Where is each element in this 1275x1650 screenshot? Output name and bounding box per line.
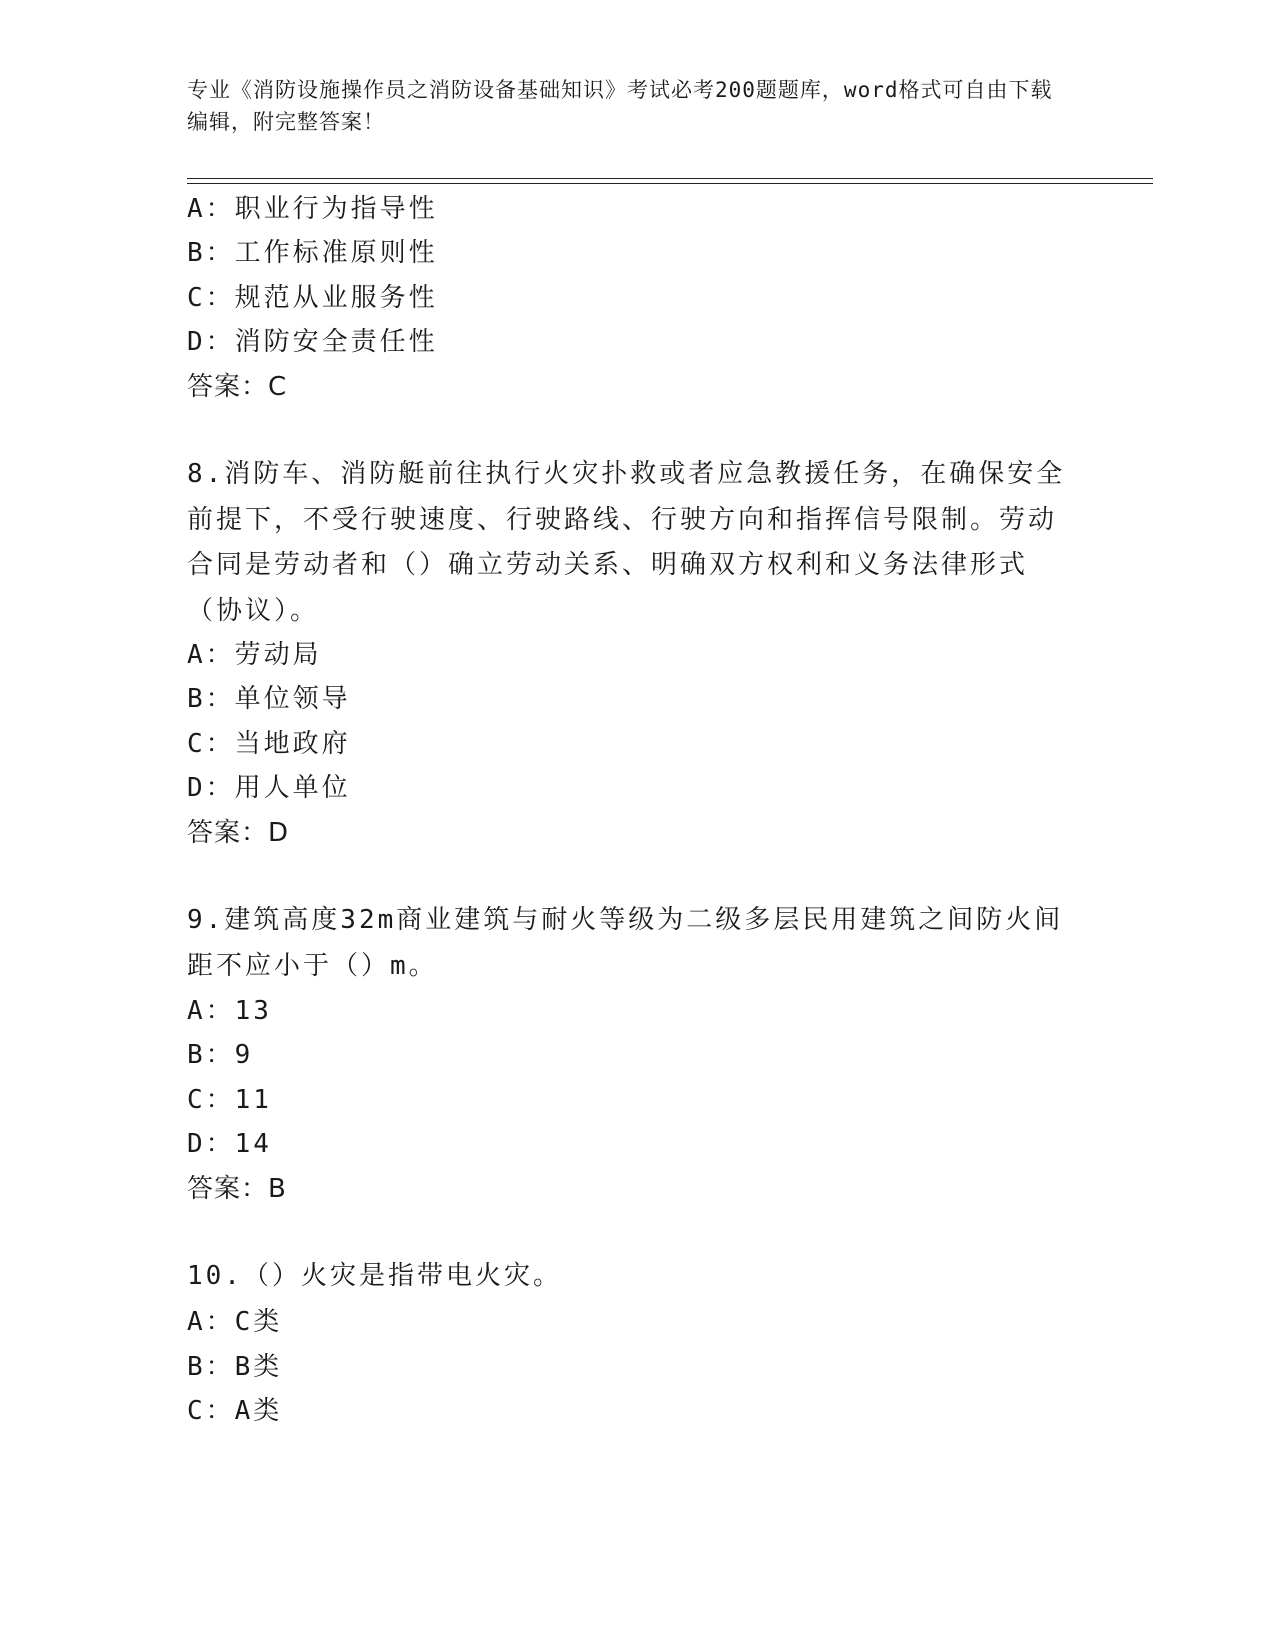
q9-option-a: A：13 <box>187 996 272 1026</box>
q9-question: 9.建筑高度32m商业建筑与耐火等级为二级多层民用建筑之间防火间距不应小于（）m。 <box>187 905 1064 981</box>
q10-option-a: A：C类 <box>187 1307 283 1337</box>
q8-question: 8.消防车、消防艇前往执行火灾扑救或者应急教援任务，在确保安全前提下，不受行驶速度、行驶路线、行驶方向和指挥信号限制。劳动合同是劳动者和（）确立劳动关系、明确双方权利和义务法律形式（协议）。 <box>187 459 1066 626</box>
q10-question: 10.（）火灾是指带电火灾。 <box>187 1261 562 1291</box>
document-header: 专业《消防设施操作员之消防设备基础知识》考试必考200题题库，word格式可自由下载编辑，附完整答案！ <box>187 78 1053 134</box>
q10-option-c: C：A类 <box>187 1396 283 1426</box>
q9-answer: 答案：B <box>187 1174 287 1204</box>
q8-option-d: D：用人单位 <box>187 773 351 803</box>
q9-option-d: D：14 <box>187 1129 272 1159</box>
header-divider-bottom <box>187 183 1153 184</box>
q8-answer: 答案：D <box>187 818 290 848</box>
q9-option-b: B：9 <box>187 1040 254 1070</box>
q7-option-d: D：消防安全责任性 <box>187 327 438 357</box>
q7-option-c: C：规范从业服务性 <box>187 283 438 313</box>
q8-option-a: A：劳动局 <box>187 640 322 670</box>
q8-option-c: C：当地政府 <box>187 729 351 759</box>
q9-option-c: C：11 <box>187 1085 272 1115</box>
q7-option-b: B：工作标准原则性 <box>187 238 438 268</box>
q10-option-b: B：B类 <box>187 1352 283 1382</box>
q7-answer: 答案：C <box>187 372 288 402</box>
q8-option-b: B：单位领导 <box>187 684 351 714</box>
q7-option-a: A：职业行为指导性 <box>187 194 438 224</box>
header-divider-top <box>187 178 1153 179</box>
